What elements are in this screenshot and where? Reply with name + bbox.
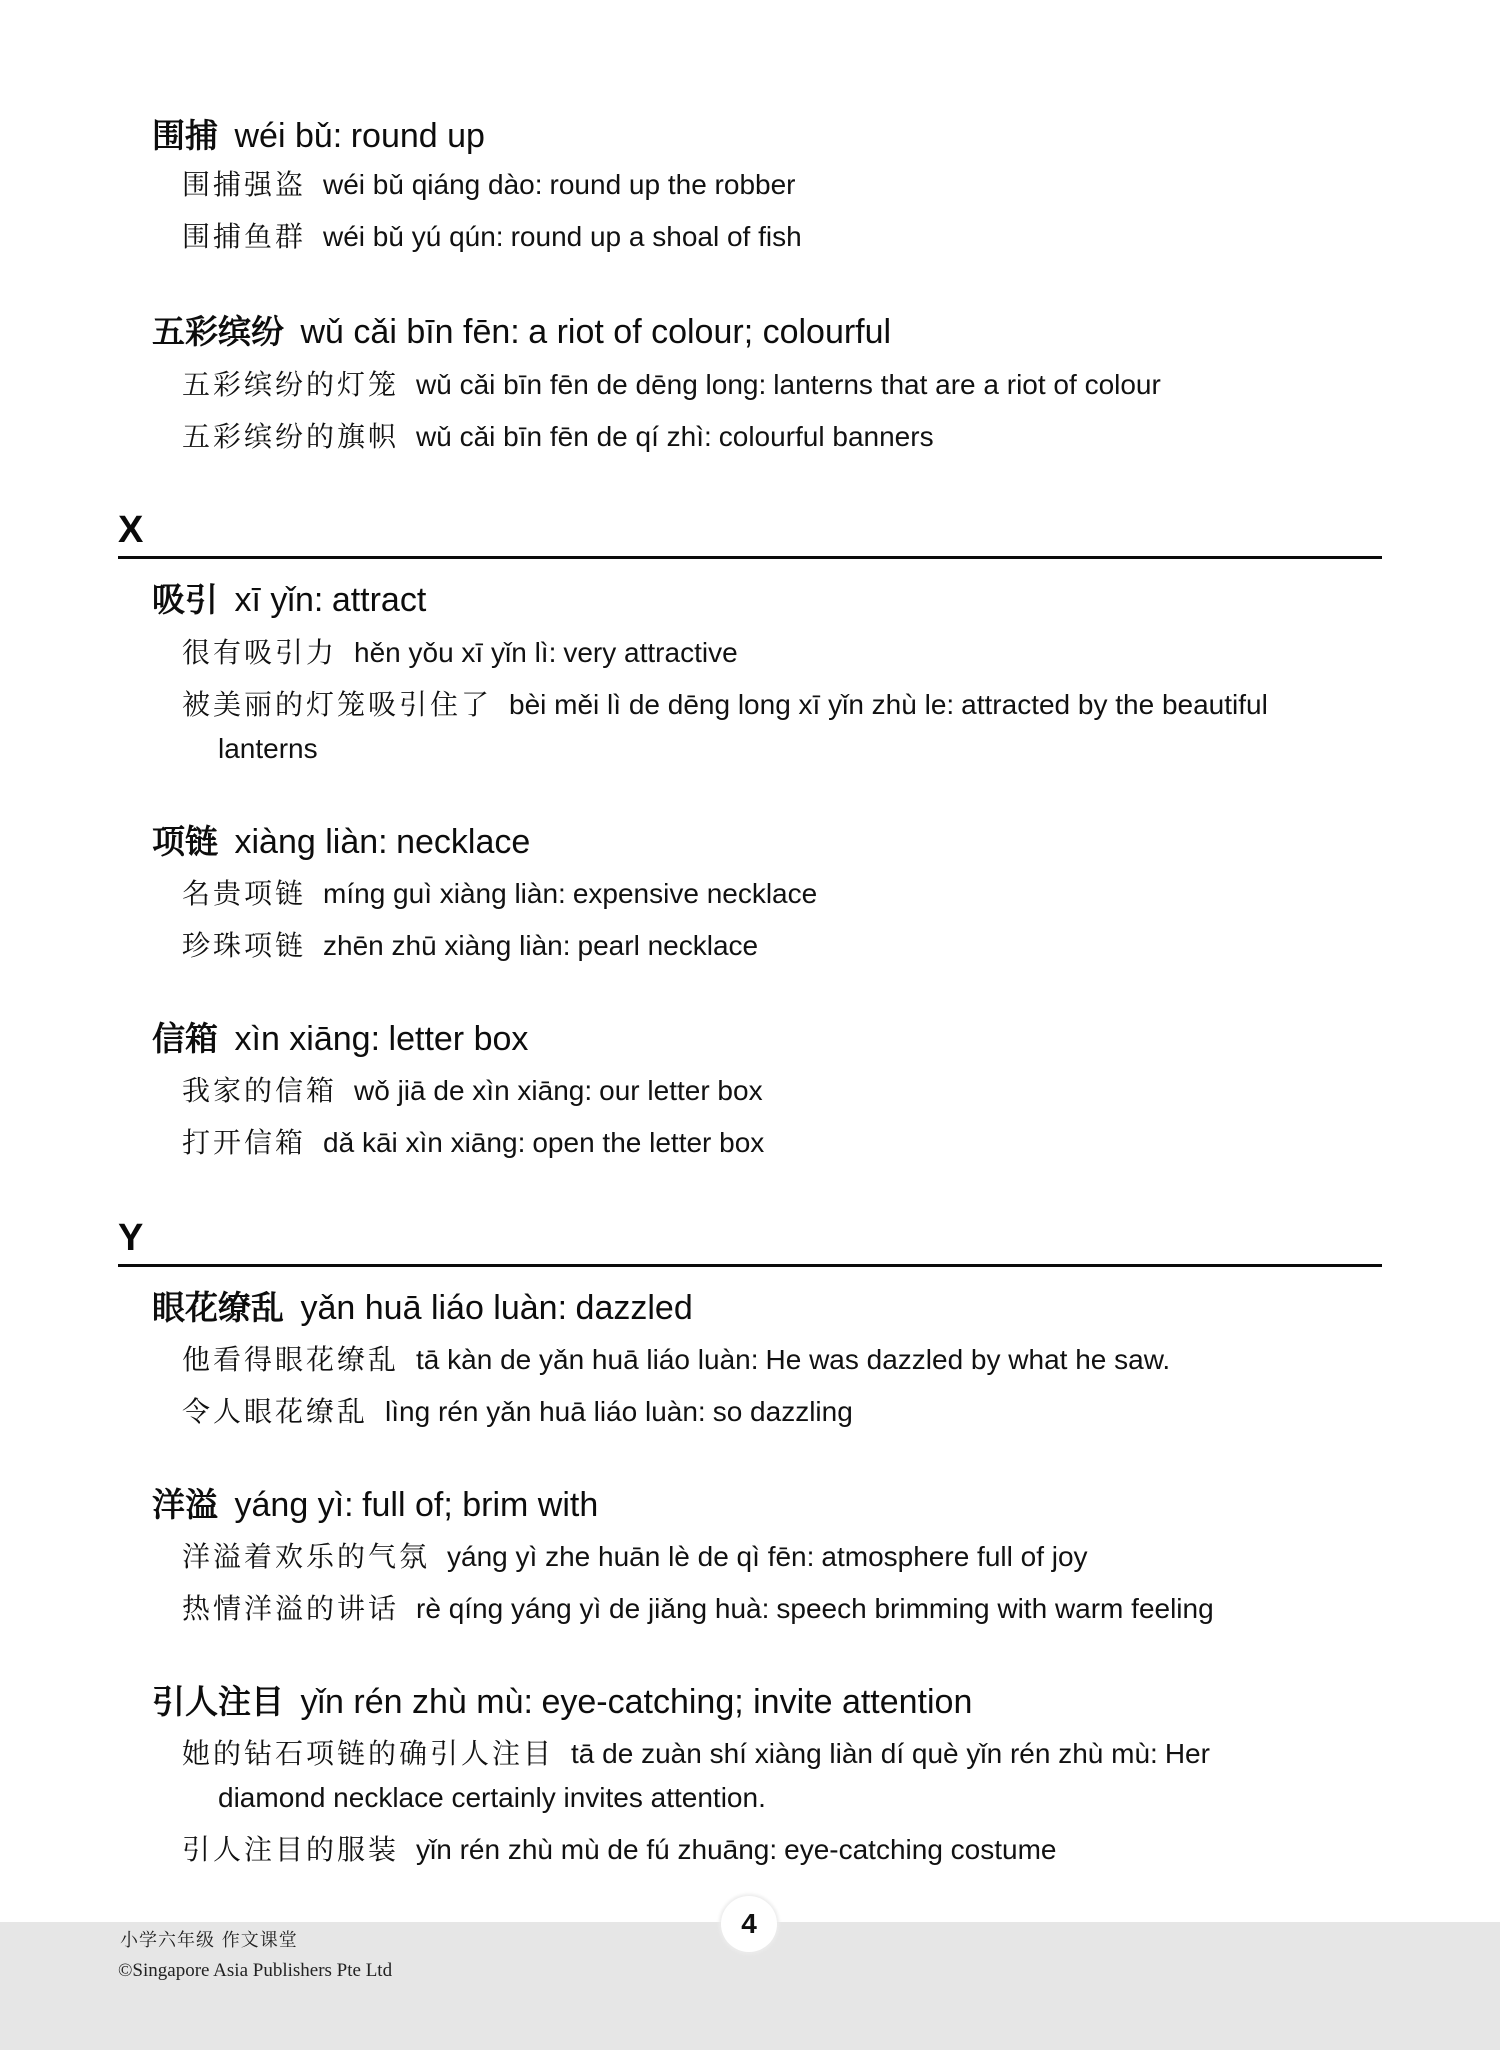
example-gloss: expensive necklace bbox=[572, 878, 818, 909]
headword-pinyin: yǎn huā liáo luàn: bbox=[300, 1289, 568, 1327]
headword-chinese: 信箱 bbox=[152, 1019, 218, 1058]
example-pinyin: bèi měi lì de dēng long xī yǐn zhù le: bbox=[509, 689, 955, 720]
section-divider bbox=[118, 1264, 1382, 1267]
example-line bbox=[182, 929, 758, 964]
example-pinyin: hěn yǒu xī yǐn lì: bbox=[354, 637, 557, 668]
headword-pinyin: wǔ cǎi bīn fēn: bbox=[300, 313, 520, 351]
headword-entry bbox=[152, 1019, 528, 1060]
headword-gloss: dazzled bbox=[575, 1289, 693, 1327]
example-pinyin: míng guì xiàng liàn: bbox=[323, 878, 566, 909]
example-chinese: 洋溢着欢乐的气氛 bbox=[182, 1540, 431, 1573]
example-chinese: 围捕鱼群 bbox=[182, 220, 307, 253]
example-line bbox=[182, 1592, 1214, 1627]
example-line bbox=[182, 688, 1268, 723]
headword-gloss: round up bbox=[350, 117, 485, 155]
example-gloss: eye-catching costume bbox=[784, 1834, 1057, 1865]
example-line bbox=[182, 220, 802, 255]
headword-gloss: eye-catching; invite attention bbox=[541, 1683, 973, 1721]
example-gloss: so dazzling bbox=[712, 1396, 853, 1427]
example-gloss: lanterns that are a riot of colour bbox=[773, 369, 1161, 400]
example-pinyin: tā de zuàn shí xiàng liàn dí què yǐn rén zhù mù: bbox=[571, 1738, 1158, 1769]
headword-entry bbox=[152, 1288, 693, 1329]
example-line bbox=[182, 877, 817, 912]
copyright-notice: ©Singapore Asia Publishers Pte Ltd bbox=[118, 1960, 393, 1981]
example-chinese: 围捕强盗 bbox=[182, 168, 307, 201]
section-letter-x: X bbox=[118, 509, 144, 551]
example-gloss: speech brimming with warm feeling bbox=[776, 1593, 1214, 1624]
example-chinese: 五彩缤纷的旗帜 bbox=[182, 420, 400, 453]
example-gloss: He was dazzled by what he saw. bbox=[765, 1344, 1171, 1375]
example-gloss: our letter box bbox=[599, 1075, 763, 1106]
example-chinese: 热情洋溢的讲话 bbox=[182, 1592, 400, 1625]
example-chinese: 我家的信箱 bbox=[182, 1074, 338, 1107]
headword-entry bbox=[152, 822, 530, 863]
headword-gloss: full of; brim with bbox=[362, 1486, 599, 1524]
example-pinyin: dǎ kāi xìn xiāng: bbox=[323, 1127, 526, 1158]
example-chinese: 打开信箱 bbox=[182, 1126, 307, 1159]
example-line bbox=[182, 1395, 853, 1430]
headword-entry bbox=[152, 1682, 972, 1723]
example-pinyin: lìng rén yǎn huā liáo luàn: bbox=[385, 1396, 706, 1427]
headword-pinyin: wéi bǔ: bbox=[234, 117, 343, 155]
headword-entry bbox=[152, 580, 426, 621]
example-line bbox=[182, 1074, 763, 1109]
example-chinese: 引人注目的服装 bbox=[182, 1833, 400, 1866]
example-pinyin: zhēn zhū xiàng liàn: bbox=[323, 930, 571, 961]
example-pinyin: yǐn rén zhù mù de fú zhuāng: bbox=[416, 1834, 778, 1865]
example-line bbox=[182, 636, 738, 671]
example-chinese: 五彩缤纷的灯笼 bbox=[182, 368, 400, 401]
section-divider bbox=[118, 556, 1382, 559]
example-line bbox=[182, 1343, 1170, 1378]
book-title: 小学六年级 作文课堂 bbox=[120, 1930, 298, 1951]
example-gloss: atmosphere full of joy bbox=[821, 1541, 1088, 1572]
headword-entry bbox=[152, 116, 485, 157]
example-chinese: 名贵项链 bbox=[182, 877, 307, 910]
headword-entry bbox=[152, 1485, 598, 1526]
example-pinyin: wǒ jiā de xìn xiāng: bbox=[354, 1075, 593, 1106]
example-pinyin: yáng yì zhe huān lè de qì fēn: bbox=[447, 1541, 815, 1572]
headword-gloss: a riot of colour; colourful bbox=[528, 313, 892, 351]
example-gloss: very attractive bbox=[563, 637, 738, 668]
example-pinyin: rè qíng yáng yì de jiǎng huà: bbox=[416, 1593, 770, 1624]
example-pinyin: wéi bǔ qiáng dào: bbox=[323, 169, 543, 200]
example-chinese: 珍珠项链 bbox=[182, 929, 307, 962]
example-line bbox=[182, 1126, 764, 1161]
example-line bbox=[182, 1737, 1210, 1772]
example-chinese: 被美丽的灯笼吸引住了 bbox=[182, 688, 493, 721]
example-gloss: Her bbox=[1164, 1738, 1210, 1769]
headword-chinese: 洋溢 bbox=[152, 1485, 218, 1524]
headword-pinyin: xiàng liàn: bbox=[234, 823, 388, 861]
headword-chinese: 围捕 bbox=[152, 116, 218, 155]
example-chinese: 令人眼花缭乱 bbox=[182, 1395, 369, 1428]
example-gloss: round up the robber bbox=[549, 169, 796, 200]
headword-chinese: 项链 bbox=[152, 822, 218, 861]
headword-pinyin: yáng yì: bbox=[234, 1486, 354, 1524]
example-line bbox=[182, 1833, 1057, 1868]
headword-chinese: 眼花缭乱 bbox=[152, 1288, 284, 1327]
example-pinyin: tā kàn de yǎn huā liáo luàn: bbox=[416, 1344, 759, 1375]
example-line bbox=[182, 368, 1161, 403]
headword-pinyin: xī yǐn: bbox=[234, 581, 324, 619]
example-gloss: round up a shoal of fish bbox=[510, 221, 802, 252]
example-continuation: diamond necklace certainly invites attention. bbox=[218, 1782, 766, 1813]
headword-gloss: necklace bbox=[396, 823, 531, 861]
headword-gloss: letter box bbox=[388, 1020, 529, 1058]
headword-entry bbox=[152, 312, 891, 353]
example-pinyin: wǔ cǎi bīn fēn de dēng long: bbox=[416, 369, 767, 400]
example-chinese: 他看得眼花缭乱 bbox=[182, 1343, 400, 1376]
headword-chinese: 吸引 bbox=[152, 580, 218, 619]
headword-pinyin: yǐn rén zhù mù: bbox=[300, 1683, 533, 1721]
example-pinyin: wéi bǔ yú qún: bbox=[323, 221, 504, 252]
example-line bbox=[182, 168, 796, 203]
example-gloss: attracted by the beautiful bbox=[961, 689, 1268, 720]
headword-chinese: 五彩缤纷 bbox=[152, 312, 284, 351]
headword-chinese: 引人注目 bbox=[152, 1682, 284, 1721]
example-gloss: colourful banners bbox=[718, 421, 934, 452]
page-number: 4 bbox=[721, 1896, 777, 1952]
example-gloss: open the letter box bbox=[532, 1127, 765, 1158]
example-line bbox=[182, 420, 934, 455]
example-gloss: pearl necklace bbox=[577, 930, 759, 961]
section-letter-y: Y bbox=[118, 1217, 144, 1259]
example-line bbox=[182, 1540, 1088, 1575]
headword-gloss: attract bbox=[331, 581, 427, 619]
example-pinyin: wǔ cǎi bīn fēn de qí zhì: bbox=[416, 421, 712, 452]
example-continuation: lanterns bbox=[218, 733, 318, 764]
example-chinese: 很有吸引力 bbox=[182, 636, 338, 669]
headword-pinyin: xìn xiāng: bbox=[234, 1020, 381, 1058]
example-chinese: 她的钻石项链的确引人注目 bbox=[182, 1737, 555, 1770]
